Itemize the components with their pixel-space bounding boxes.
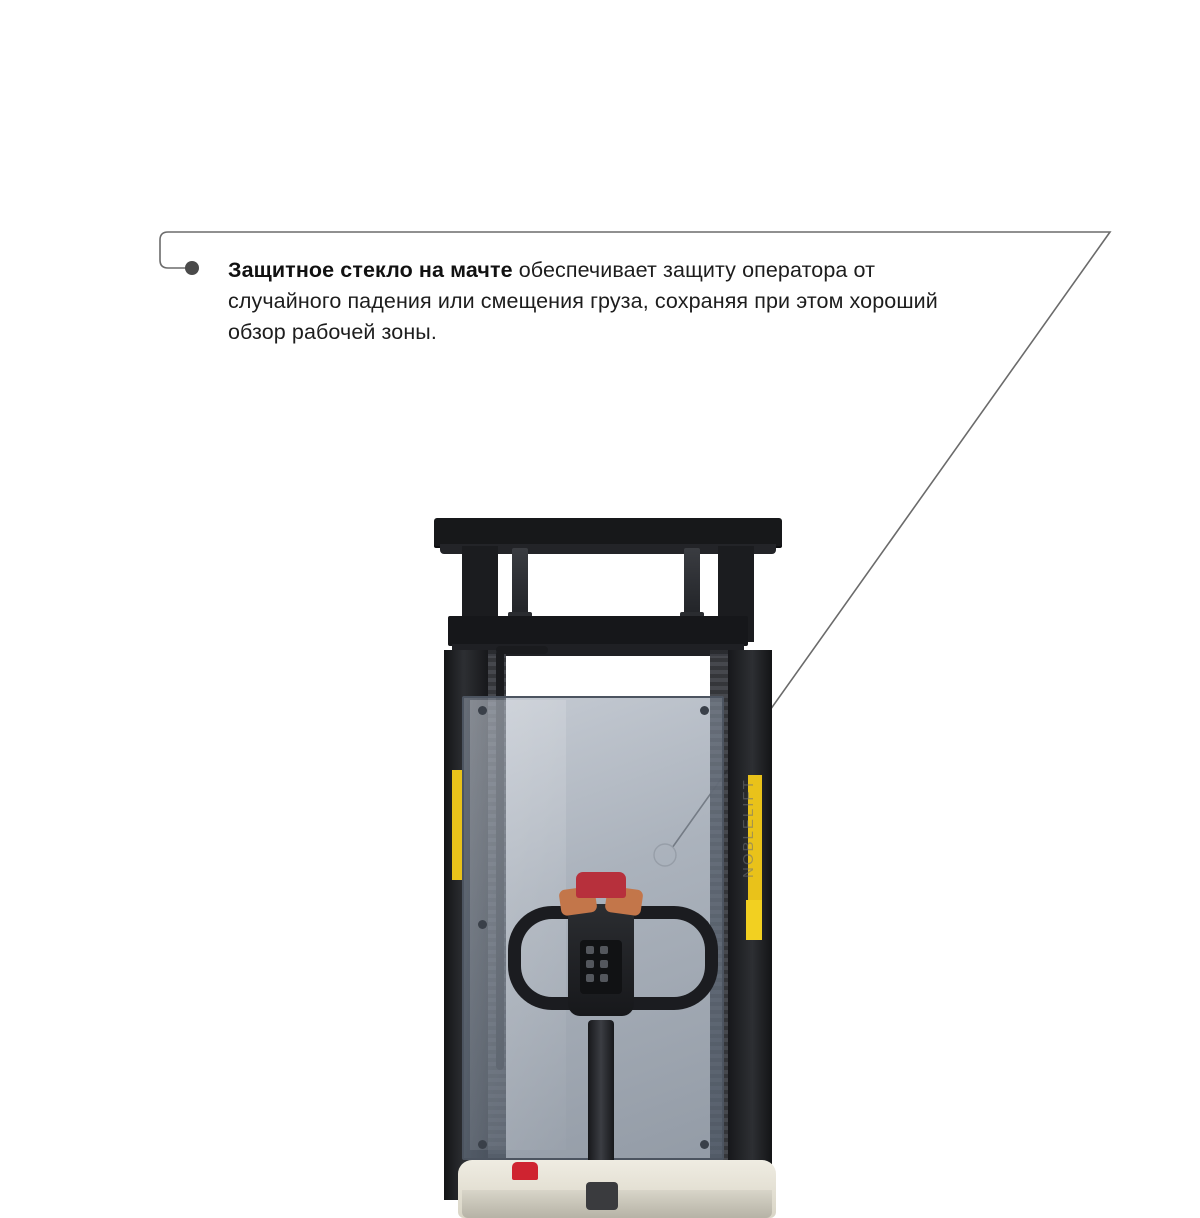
callout-title: Защитное стекло на мачте xyxy=(228,258,513,282)
callout-text-block xyxy=(228,255,958,348)
lift-chain-left xyxy=(512,548,528,620)
tiller-top-cap xyxy=(576,872,626,898)
glass-bolt xyxy=(478,920,487,929)
glass-bolt xyxy=(700,1140,709,1149)
mast-top-beam xyxy=(434,518,782,546)
lift-chain-right xyxy=(684,548,700,620)
callout-description: обеспечивает защиту оператора от случайного падения или смещения груза, сохраняя при этом хороший обзор рабочей зоны. xyxy=(228,258,938,344)
glass-bolt xyxy=(478,1140,487,1149)
emergency-stop-button xyxy=(512,1162,538,1180)
brand-decal: NOBLELIFT xyxy=(740,778,757,878)
mast-mid-beam xyxy=(448,616,748,646)
glass-bolt xyxy=(478,706,487,715)
control-keypad xyxy=(580,940,622,994)
drive-motor-housing xyxy=(586,1182,618,1210)
glass-bolt xyxy=(700,706,709,715)
stacker-illustration xyxy=(400,500,820,1200)
safety-decal-right-lower xyxy=(746,900,762,940)
